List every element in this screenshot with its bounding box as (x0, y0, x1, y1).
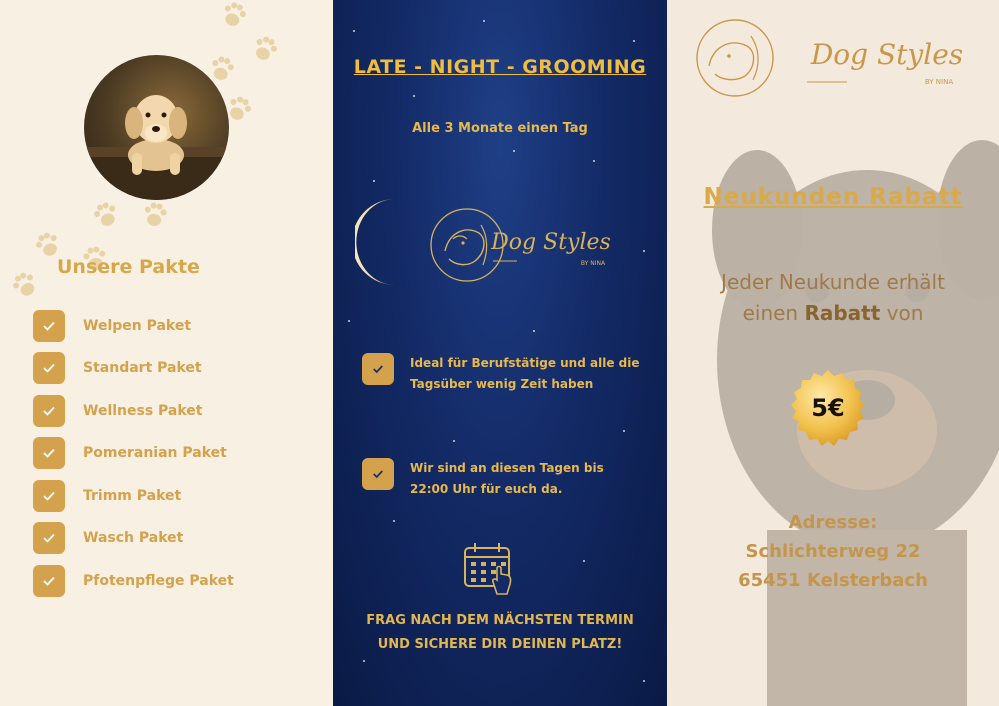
checkbox-checked-icon (33, 480, 65, 512)
packages-title: Unsere Pakte (57, 256, 200, 278)
paw-icon (215, 0, 253, 34)
checkbox-checked-icon (33, 352, 65, 384)
package-item (33, 480, 181, 512)
package-label: Pfotenpflege Paket (83, 573, 234, 589)
paw-icon (138, 198, 173, 233)
logo-text: Dog Styles (491, 230, 611, 255)
address-city: 65451 Kelsterbach (738, 570, 928, 591)
middle-panel (333, 0, 667, 706)
package-item (33, 352, 202, 384)
right-panel (667, 0, 999, 706)
discount-text-line1: Jeder Neukunde erhält (721, 270, 945, 294)
new-customer-discount-title: Neukunden Rabatt (703, 184, 963, 210)
checkbox-checked-icon (33, 522, 65, 554)
paw-icon (5, 265, 46, 306)
address-street: Schlichterweg 22 (745, 541, 921, 562)
cta-text: FRAG NACH DEM NÄCHSTEN TERMIN UND SICHERE DIR DEINEN PLATZ! (366, 613, 634, 652)
checkbox-checked-icon (33, 437, 65, 469)
late-night-title: LATE - NIGHT - GROOMING (353, 56, 647, 78)
package-item (33, 437, 227, 469)
package-label: Welpen Paket (83, 318, 192, 334)
feature-text: Wir sind an diesen Tagen bis 22:00 Uhr für euch da. (410, 461, 604, 496)
logo-subtext: BY NINA (580, 260, 606, 267)
logo-subtext: BY NINA (924, 78, 954, 86)
address-block (667, 508, 999, 595)
checkbox-checked-icon (33, 565, 65, 597)
package-item (33, 522, 183, 554)
package-label: Standart Paket (83, 360, 202, 376)
feature-item (362, 353, 642, 395)
discount-bold-word: Rabatt (804, 301, 881, 325)
address-label: Adresse: (788, 512, 878, 533)
paw-icon (245, 29, 285, 69)
package-label: Wellness Paket (83, 403, 203, 419)
checkbox-checked-icon (33, 310, 65, 342)
checkbox-checked-icon (362, 353, 394, 385)
checkbox-checked-icon (33, 395, 65, 427)
package-label: Wasch Paket (83, 530, 184, 546)
package-label: Pomeranian Paket (83, 445, 227, 461)
checkbox-checked-icon (362, 458, 394, 490)
package-item (33, 565, 234, 597)
package-label: Trimm Paket (83, 488, 182, 504)
discount-text-line2: einen Rabatt von (742, 301, 924, 325)
puppy-photo (84, 55, 229, 200)
feature-item (362, 458, 642, 500)
feature-text: Ideal für Berufstätige und alle die Tagsüber wenig Zeit haben (410, 356, 640, 391)
package-item (33, 310, 191, 342)
dog-styles-logo (687, 18, 977, 98)
discount-description (667, 267, 999, 329)
package-item (33, 395, 203, 427)
late-night-subtitle: Alle 3 Monate einen Tag (412, 121, 588, 136)
discount-amount: 5€ (811, 394, 845, 422)
paw-icon (87, 196, 125, 234)
dog-styles-logo (393, 205, 633, 285)
logo-text: Dog Styles (810, 38, 964, 71)
left-panel (0, 0, 333, 706)
calendar-icon (461, 540, 519, 596)
